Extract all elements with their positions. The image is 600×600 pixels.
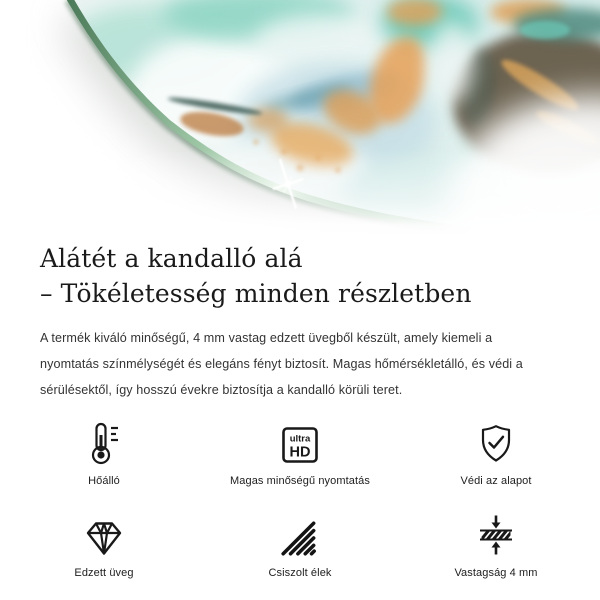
page-title-line2: – Tökéletesség minden részletben [40,279,472,308]
diamond-icon [83,519,125,557]
shield-check-icon [476,423,516,465]
feature-ultra-hd-print [202,419,398,487]
feature-heat-resistant [6,419,202,487]
feature-label: Edzett üveg [74,567,134,579]
feature-thickness [398,511,594,579]
feature-label: Hőálló [88,475,120,487]
feature-protects-base [398,419,594,487]
page-title [40,241,560,311]
thickness-compress-icon [476,513,516,557]
beveled-edge-icon [279,519,321,557]
feature-label: Védi az alapot [460,475,532,487]
product-description-section [0,241,600,579]
ultra-hd-icon [280,425,320,465]
feature-polished-edges [202,511,398,579]
svg-text:ultra: ultra [289,433,311,445]
product-description-text: A termék kiváló minőségű, 4 mm vastag edzett üvegből készült, amely kiemeli a nyomtatás színmélységét és elegáns fényt biztosít. Magas hőmérsékletálló, és védi a sérülésektől, így hosszú évekre biztosítja a kandalló körüli teret. [40,331,523,397]
product-photo [0,0,600,238]
thermometer-icon [84,421,124,465]
feature-label: Magas minőségű nyomtatás [230,475,370,487]
feature-tempered-glass [6,511,202,579]
svg-text:HD: HD [289,444,311,461]
page-title-line1: Alátét a kandalló alá [40,244,303,273]
feature-label: Csiszolt élek [268,567,332,579]
feature-grid [6,419,560,579]
feature-label: Vastagság 4 mm [454,567,538,579]
